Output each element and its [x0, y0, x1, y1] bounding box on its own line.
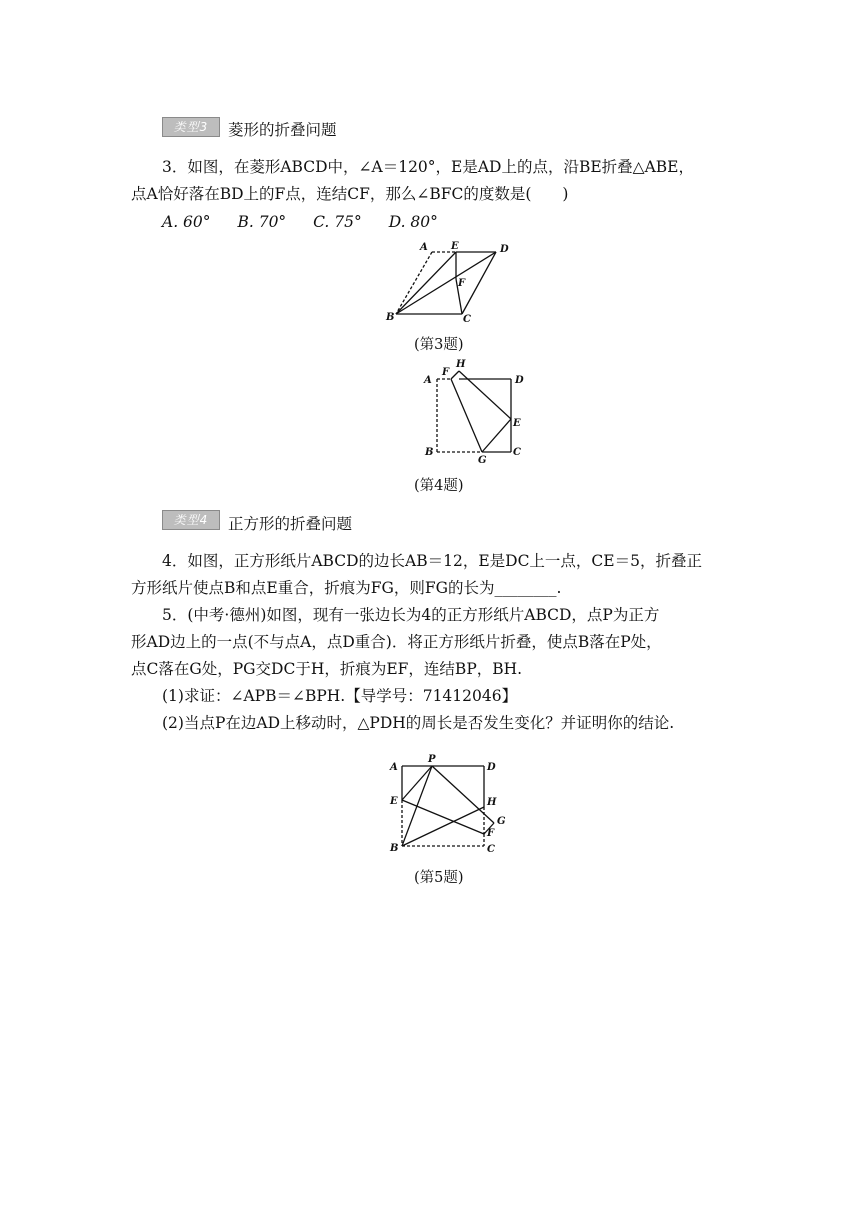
problem-4-line-2: 方形纸片使点B和点E重合，折痕为FG，则FG的长为________.	[131, 579, 562, 597]
section-title: 菱形的折叠问题	[228, 121, 337, 139]
section-tag: 类型4	[162, 510, 220, 530]
figure-3-caption: (第3题)	[414, 337, 464, 353]
option-d: D. 80°	[388, 213, 438, 231]
label-p: P	[428, 754, 436, 765]
label-d: D	[515, 375, 524, 386]
problem-5-part-2: (2)当点P在边AD上移动时，△PDH的周长是否发生变化？并证明你的结论.	[162, 714, 675, 732]
label-f: F	[442, 367, 450, 378]
problem-5-line-2: 形AD边上的一点(不与点A，点D重合)．将正方形纸片折叠，使点B落在P处，	[131, 633, 662, 651]
label-c: C	[513, 447, 521, 458]
label-d: D	[500, 244, 509, 255]
problem-3-line-1: 3．如图，在菱形ABCD中，∠A＝120°，E是AD上的点，沿BE折叠△ABE，	[162, 158, 694, 176]
problem-4-line-1: 4．如图，正方形纸片ABCD的边长AB＝12，E是DC上一点，CE＝5，折叠正	[162, 552, 702, 570]
label-a: A	[390, 762, 398, 773]
label-b: B	[425, 447, 434, 458]
label-b: B	[386, 312, 395, 323]
label-a: A	[424, 375, 432, 386]
problem-5-line-3: 点C落在G处，PG交DC于H，折痕为EF，连结BP，BH.	[131, 660, 523, 678]
option-b: B. 70°	[237, 213, 287, 231]
label-h: H	[456, 359, 466, 370]
label-f: F	[458, 278, 466, 289]
problem-5-part-1: (1)求证：∠APB＝∠BPH.【导学号：71412046】	[162, 687, 518, 705]
option-a: A. 60°	[162, 213, 211, 231]
label-a: A	[420, 242, 428, 253]
section-tag: 类型3	[162, 117, 220, 137]
section-title: 正方形的折叠问题	[228, 515, 353, 533]
fold-ef	[402, 800, 484, 834]
figure-5-caption: (第5题)	[414, 870, 464, 886]
label-e: E	[513, 418, 521, 429]
label-f: F	[487, 828, 495, 839]
label-c: C	[463, 314, 471, 325]
label-g: G	[497, 816, 506, 827]
figure-4-caption: (第4题)	[414, 478, 464, 494]
label-g: G	[478, 455, 487, 466]
label-d: D	[487, 762, 496, 773]
label-c: C	[487, 844, 495, 855]
label-b: B	[390, 843, 399, 854]
label-h: H	[487, 797, 497, 808]
problem-5-line-1: 5．(中考·德州)如图，现有一张边长为4的正方形纸片ABCD，点P为正方	[162, 606, 660, 624]
segment-pg	[432, 766, 494, 823]
option-c: C. 75°	[313, 213, 362, 231]
label-e: E	[451, 241, 459, 252]
label-e: E	[390, 796, 398, 807]
problem-3-line-2: 点A恰好落在BD上的F点，连结CF，那么∠BFC的度数是( )	[131, 185, 569, 203]
segment-pe	[402, 766, 432, 800]
